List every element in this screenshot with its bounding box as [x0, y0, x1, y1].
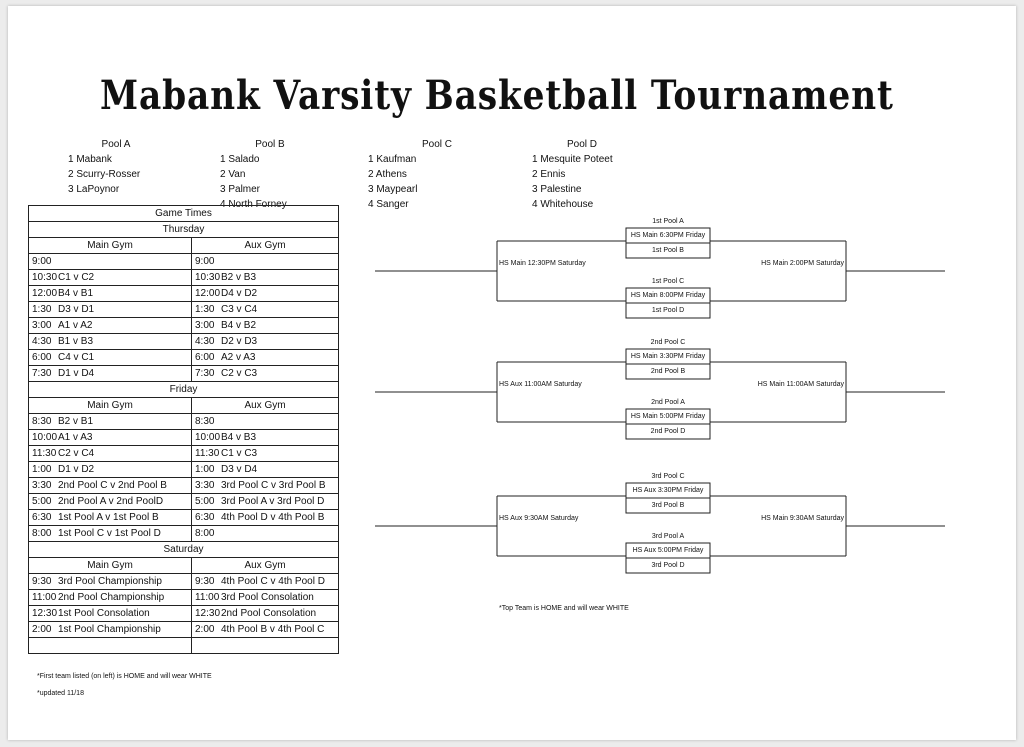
consolation-game-label: HS Aux 11:00AM Saturday	[499, 381, 582, 388]
game-time: 1:00	[32, 464, 52, 475]
game-matchup: C1 v C2	[58, 272, 95, 283]
game-matchup: 1st Pool Consolation	[58, 608, 150, 619]
pool-team: 2 Van	[220, 169, 246, 180]
day-header: Saturday	[29, 542, 339, 558]
pool-team: 4 Whitehouse	[532, 199, 594, 210]
game-time: 7:30	[195, 368, 215, 379]
game-time: 5:00	[195, 496, 215, 507]
game-matchup: 2nd Pool C v 2nd Pool B	[58, 480, 167, 491]
game-matchup: 1st Pool A v 1st Pool B	[58, 512, 159, 523]
game-matchup: C1 v C3	[221, 448, 258, 459]
game-time: 9:00	[32, 256, 52, 267]
game-matchup: 2nd Pool A v 2nd PoolD	[58, 496, 164, 507]
pool-team: 3 Maypearl	[368, 184, 418, 195]
game-time: 3:30	[32, 480, 52, 491]
game-time: 3:00	[32, 320, 52, 331]
game-time: 1:30	[32, 304, 52, 315]
semifinal-game-label: HS Main 8:00PM Friday	[630, 292, 706, 299]
game-time: 11:00	[32, 592, 57, 603]
day-header: Thursday	[29, 222, 339, 238]
game-matchup: 1st Pool Championship	[58, 624, 161, 635]
game-time: 11:00	[195, 592, 220, 603]
semifinal-game-label: HS Main 3:30PM Friday	[630, 353, 706, 360]
game-matchup: 4th Pool C v 4th Pool D	[221, 576, 325, 587]
pool-header: Pool D	[566, 139, 597, 150]
game-time: 6:00	[32, 352, 52, 363]
bracket-footnote: *Top Team is HOME and will wear WHITE	[499, 605, 629, 612]
game-matchup: 3rd Pool Consolation	[221, 592, 314, 603]
game-matchup: C4 v C1	[58, 352, 95, 363]
pool-team: 1 Salado	[220, 154, 260, 165]
semifinal-top-team: 1st Pool A	[652, 218, 684, 225]
gym-header-main: Main Gym	[29, 558, 192, 574]
game-matchup: C2 v C3	[221, 368, 258, 379]
game-matchup: 3rd Pool C v 3rd Pool B	[221, 480, 326, 491]
pool-header: Pool B	[255, 139, 285, 150]
pool-team: 2 Scurry-Rosser	[68, 169, 141, 180]
game-time: 11:30	[195, 448, 220, 459]
game-time: 2:00	[195, 624, 215, 635]
semifinal-top-team: 2nd Pool A	[651, 399, 685, 406]
game-time: 10:30	[195, 272, 221, 283]
game-matchup: A2 v A3	[221, 352, 256, 363]
gym-header-aux: Aux Gym	[192, 398, 339, 414]
semifinal-game-label: HS Main 6:30PM Friday	[630, 232, 706, 239]
game-time: 7:30	[32, 368, 52, 379]
pool-team: 3 Palmer	[220, 184, 261, 195]
game-times-header: Game Times	[29, 206, 339, 222]
game-time: 5:00	[32, 496, 52, 507]
semifinal-bottom-team: 3rd Pool D	[651, 562, 685, 569]
game-matchup: 4th Pool D v 4th Pool B	[221, 512, 325, 523]
game-time: 6:00	[195, 352, 215, 363]
gym-header-main: Main Gym	[29, 238, 192, 254]
game-matchup: C3 v C4	[221, 304, 258, 315]
championship-game-label: HS Main 2:00PM Saturday	[761, 260, 844, 267]
game-matchup: D2 v D3	[221, 336, 258, 347]
game-matchup: A1 v A3	[58, 432, 93, 443]
game-matchup: D1 v D4	[58, 368, 95, 379]
game-matchup: B4 v B2	[221, 320, 257, 331]
game-time: 12:30	[195, 608, 221, 619]
semifinal-game-label: HS Aux 5:00PM Friday	[632, 547, 704, 554]
semifinal-top-team: 2nd Pool C	[650, 339, 686, 346]
game-matchup: 3rd Pool Championship	[58, 576, 162, 587]
pool-team: 4 North Forney	[220, 199, 287, 210]
game-matchup: 2nd Pool Consolation	[221, 608, 317, 619]
game-matchup: 1st Pool C v 1st Pool D	[58, 528, 161, 539]
pool-team: 4 Sanger	[368, 199, 409, 210]
game-matchup: 4th Pool B v 4th Pool C	[221, 624, 325, 635]
pool-team: 1 Mesquite Poteet	[532, 154, 613, 165]
page-title: Mabank Varsity Basketball Tournament	[100, 72, 894, 119]
semifinal-bottom-team: 1st Pool D	[651, 307, 685, 314]
championship-game-label: HS Main 11:00AM Saturday	[757, 381, 844, 388]
pool-team: 3 LaPoynor	[68, 184, 120, 195]
game-time: 2:00	[32, 624, 52, 635]
game-time: 4:30	[32, 336, 52, 347]
game-time: 6:30	[195, 512, 215, 523]
gym-header-main: Main Gym	[29, 398, 192, 414]
semifinal-bottom-team: 2nd Pool B	[650, 368, 686, 375]
game-time: 1:30	[195, 304, 215, 315]
pool-team: 2 Athens	[368, 169, 407, 180]
game-matchup: A1 v A2	[58, 320, 93, 331]
game-time: 8:30	[195, 416, 215, 427]
semifinal-top-team: 3rd Pool A	[651, 533, 685, 540]
game-time: 9:30	[32, 576, 52, 587]
game-matchup: D1 v D2	[58, 464, 95, 475]
consolation-game-label: HS Aux 9:30AM Saturday	[499, 515, 579, 522]
game-time: 3:30	[195, 480, 215, 491]
game-matchup: C2 v C4	[58, 448, 95, 459]
pool-team: 1 Mabank	[68, 154, 112, 165]
game-matchup: B2 v B3	[221, 272, 257, 283]
game-time: 8:00	[32, 528, 52, 539]
game-time: 1:00	[195, 464, 215, 475]
game-time: 4:30	[195, 336, 215, 347]
day-header: Friday	[29, 382, 339, 398]
game-matchup: D3 v D1	[58, 304, 95, 315]
game-time: 12:00	[195, 288, 221, 299]
pool-header: Pool A	[101, 139, 131, 150]
game-matchup: 2nd Pool Championship	[58, 592, 165, 603]
championship-game-label: HS Main 9:30AM Saturday	[761, 515, 844, 522]
game-matchup: D4 v D2	[221, 288, 258, 299]
home-team-footnote: *First team listed (on left) is HOME and will wear WHITE	[37, 673, 212, 680]
semifinal-bottom-team: 3rd Pool B	[651, 502, 685, 509]
semifinal-game-label: HS Aux 3:30PM Friday	[632, 487, 704, 494]
game-time: 9:30	[195, 576, 215, 587]
game-time: 10:30	[32, 272, 58, 283]
game-time: 8:30	[32, 416, 52, 427]
game-matchup: B1 v B3	[58, 336, 94, 347]
updated-footnote: *updated 11/18	[37, 690, 84, 697]
game-matchup: B4 v B1	[58, 288, 94, 299]
pool-team: 1 Kaufman	[368, 154, 417, 165]
game-time: 12:00	[32, 288, 58, 299]
game-time: 6:30	[32, 512, 52, 523]
game-time: 12:30	[32, 608, 58, 619]
game-time: 10:00	[195, 432, 221, 443]
consolation-game-label: HS Main 12:30PM Saturday	[499, 260, 586, 267]
semifinal-top-team: 3rd Pool C	[651, 473, 685, 480]
game-time: 11:30	[32, 448, 57, 459]
pool-team: 2 Ennis	[532, 169, 566, 180]
game-time: 9:00	[195, 256, 215, 267]
game-matchup: D3 v D4	[221, 464, 258, 475]
game-matchup: B4 v B3	[221, 432, 257, 443]
game-time: 10:00	[32, 432, 58, 443]
gym-header-aux: Aux Gym	[192, 558, 339, 574]
semifinal-bottom-team: 1st Pool B	[652, 247, 684, 254]
pool-team: 3 Palestine	[532, 184, 582, 195]
game-time: 3:00	[195, 320, 215, 331]
game-time: 8:00	[195, 528, 215, 539]
semifinal-top-team: 1st Pool C	[651, 278, 685, 285]
game-matchup: 3rd Pool A v 3rd Pool D	[221, 496, 325, 507]
semifinal-game-label: HS Main 5:00PM Friday	[630, 413, 706, 420]
game-matchup: B2 v B1	[58, 416, 94, 427]
gym-header-aux: Aux Gym	[192, 238, 339, 254]
semifinal-bottom-team: 2nd Pool D	[650, 428, 686, 435]
pool-header: Pool C	[421, 139, 452, 150]
